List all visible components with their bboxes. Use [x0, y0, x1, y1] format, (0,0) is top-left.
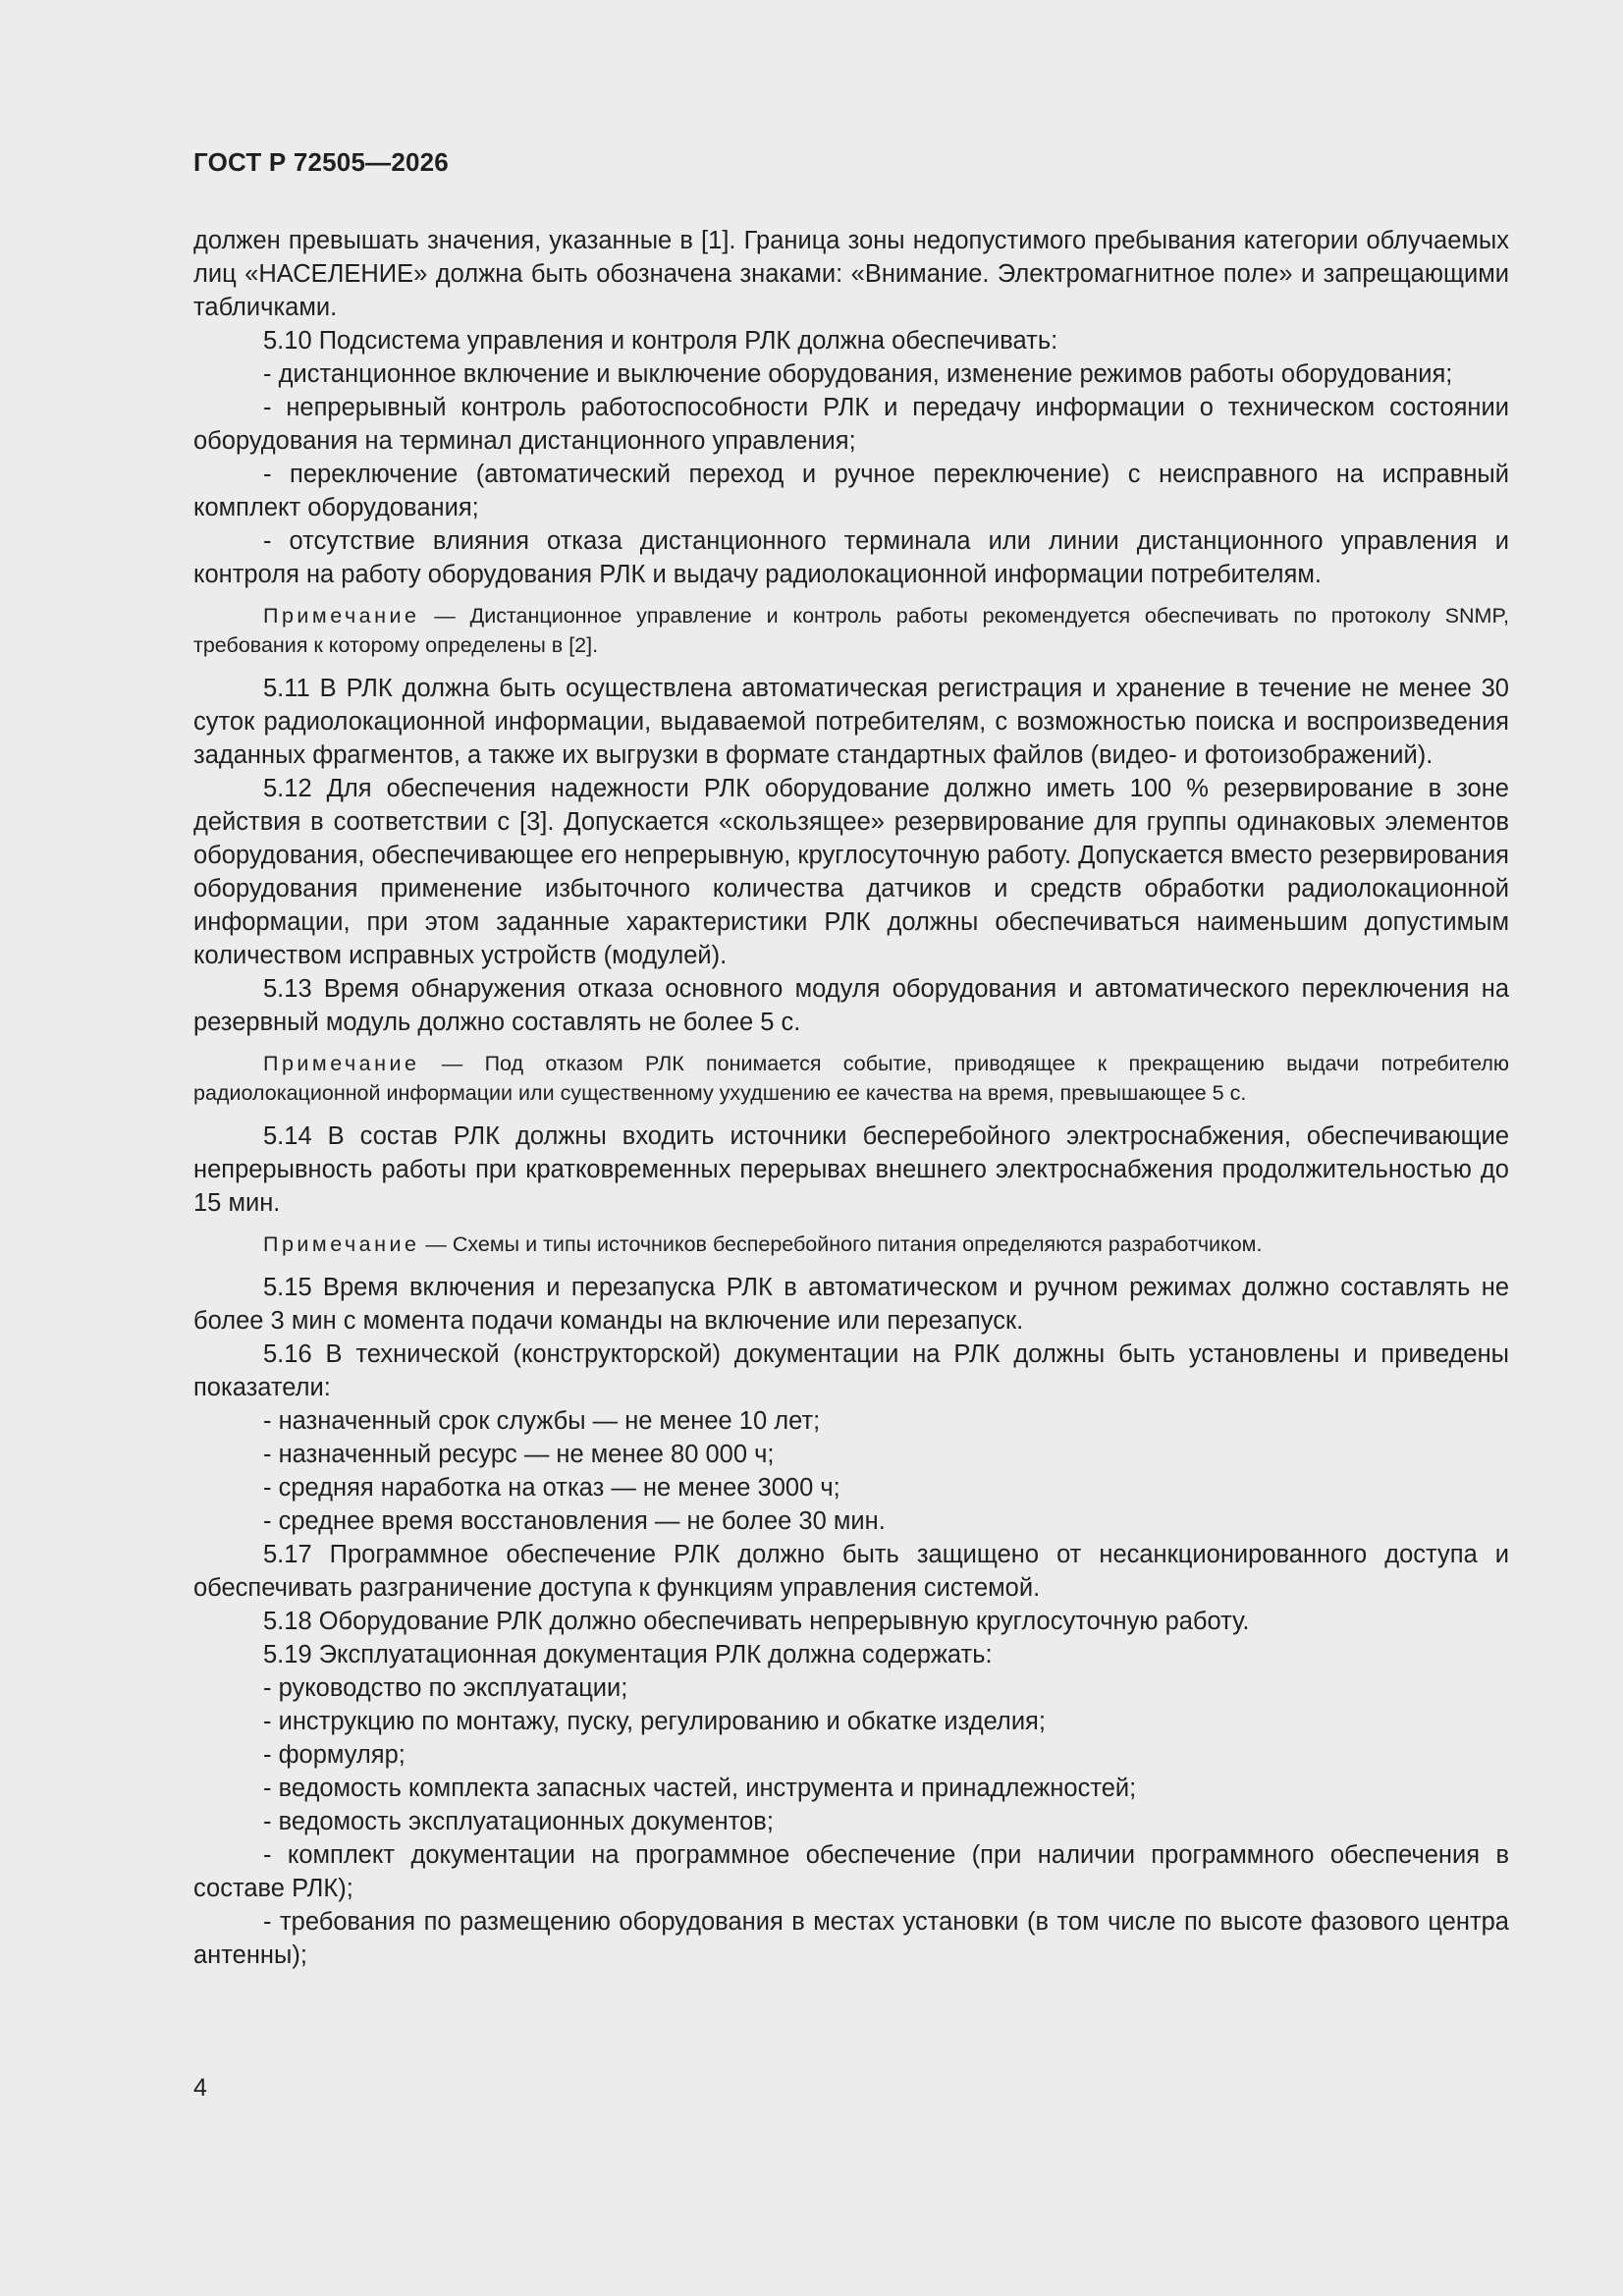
note-label: Примечание [263, 604, 420, 628]
clause-5-10: 5.10 Подсистема управления и контроля РЛК должна обеспечивать: [263, 327, 1058, 355]
clause-5-13: 5.13 Время обнаружения отказа основного модуля оборудования и автоматического переключения на резервный модуль должно составлять не более 5 с. [193, 975, 1509, 1036]
paragraph: должен превышать значения, указанные в [1]. Граница зоны недопустимого пребывания категории облучаемых лиц «НАСЕЛЕНИЕ» должна быть обозначена знаками: «Внимание. Электромагнитное поле» и запрещающими табличками. [193, 227, 1509, 321]
clause-5-12: 5.12 Для обеспечения надежности РЛК оборудование должно иметь 100 % резервирование в зоне действия в соответствии с [3]. Допускается «скользящее» резервирование для группы одинаковых элементов оборудования, обеспечивающее его непрерывную, круглосуточную работу. Допускается вместо резервирования оборудования применение избыточного количества датчиков и средств обработки радиолокационной информации, при этом заданные характеристики РЛК должны обеспечиваться наименьшим допустимым количеством исправных устройств (модулей). [193, 775, 1509, 969]
clause-5-11: 5.11 В РЛК должна быть осуществлена автоматическая регистрация и хранение в течение не менее 30 суток радиолокационной информации, выдаваемой потребителям, с возможностью поиска и воспроизведения заданных фрагментов, а также их выгрузки в формате стандартных файлов (видео- и фотоизображений). [193, 675, 1509, 769]
document-body [193, 224, 1509, 1972]
note-block [193, 1230, 1509, 1259]
list-item: - средняя наработка на отказ — не менее 3000 ч; [263, 1474, 840, 1502]
note-block [193, 601, 1509, 660]
note-text: — Дистанционное управление и контроль работы рекомендуется обеспечивать по протоколу SNMP, требования к которому определены в [2]. [193, 604, 1509, 657]
note-block [193, 1049, 1509, 1108]
list-item: - ведомость комплекта запасных частей, инструмента и принадлежностей; [263, 1775, 1137, 1802]
clause-5-14: 5.14 В состав РЛК должны входить источники бесперебойного электроснабжения, обеспечивающие непрерывность работы при кратковременных перерывах внешнего электроснабжения продолжительностью до 15 мин. [193, 1122, 1509, 1217]
list-item: - требования по размещению оборудования в местах установки (в том числе по высоте фазового центра антенны); [193, 1908, 1509, 1969]
list-item: - формуляр; [263, 1741, 406, 1769]
note-label: Примечание [263, 1232, 420, 1256]
list-item: - инструкцию по монтажу, пуску, регулированию и обкатке изделия; [263, 1708, 1046, 1735]
list-item: - ведомость эксплуатационных документов; [263, 1808, 774, 1835]
clause-5-16: 5.16 В технической (конструкторской) документации на РЛК должны быть установлены и приведены показатели: [193, 1340, 1509, 1401]
note-text: — Под отказом РЛК понимается событие, приводящее к прекращению выдачи потребителю радиолокационной информации или существенному ухудшению ее качества на время, превышающее 5 с. [193, 1052, 1509, 1105]
clause-5-18: 5.18 Оборудование РЛК должно обеспечивать непрерывную круглосуточную работу. [263, 1608, 1250, 1635]
list-item: - руководство по эксплуатации; [263, 1674, 628, 1702]
list-item: - среднее время восстановления — не более 30 мин. [263, 1507, 886, 1535]
list-item: - комплект документации на программное обеспечение (при наличии программного обеспечения в составе РЛК); [193, 1841, 1509, 1902]
clause-5-19: 5.19 Эксплуатационная документация РЛК должна содержать: [263, 1641, 993, 1668]
clause-5-15: 5.15 Время включения и перезапуска РЛК в автоматическом и ручном режимах должно составлять не более 3 мин с момента подачи команды на включение или перезапуск. [193, 1274, 1509, 1335]
list-item: - непрерывный контроль работоспособности РЛК и передачу информации о техническом состоянии оборудования на терминал дистанционного управления; [193, 394, 1509, 455]
page-number: 4 [193, 2074, 207, 2102]
note-text: — Схемы и типы источников бесперебойного питания определяются разработчиком. [419, 1232, 1263, 1256]
list-item: - назначенный ресурс — не менее 80 000 ч; [263, 1441, 775, 1468]
clause-5-17: 5.17 Программное обеспечение РЛК должно быть защищено от несанкционированного доступа и обеспечивать разграничение доступа к функциям управления системой. [193, 1541, 1509, 1602]
list-item: - дистанционное включение и выключение оборудования, изменение режимов работы оборудования; [263, 360, 1453, 388]
note-label: Примечание [263, 1052, 420, 1075]
list-item: - переключение (автоматический переход и ручное переключение) с неисправного на исправный комплект оборудования; [193, 461, 1509, 521]
list-item: - назначенный срок службы — не менее 10 лет; [263, 1407, 821, 1435]
list-item: - отсутствие влияния отказа дистанционного терминала или линии дистанционного управления и контроля на работу оборудования РЛК и выдачу радиолокационной информации потребителям. [193, 527, 1509, 588]
document-header: ГОСТ Р 72505—2026 [193, 147, 449, 177]
